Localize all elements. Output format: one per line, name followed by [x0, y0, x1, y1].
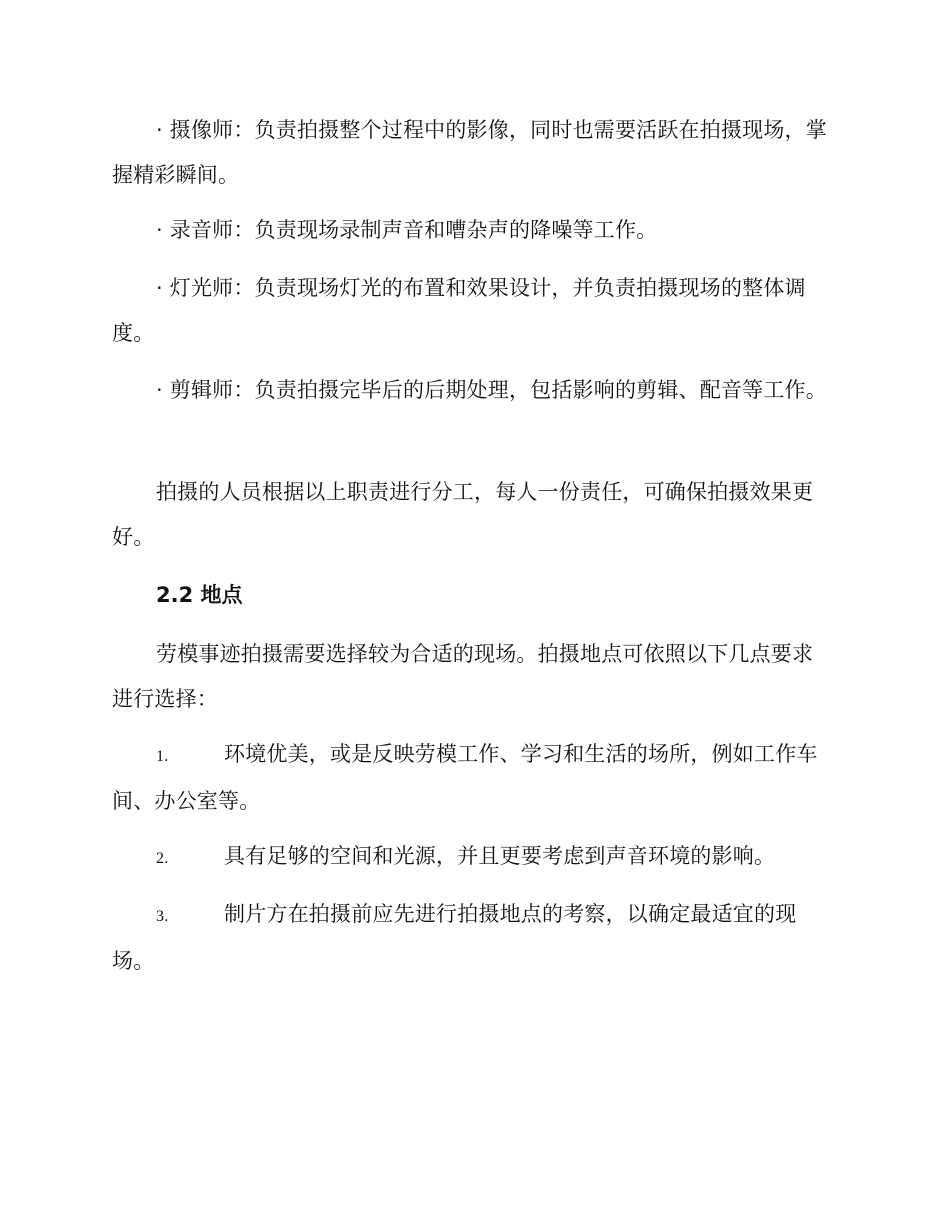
list-number: 1. [156, 748, 169, 765]
role-sound-engineer: · 录音师：负责现场录制声音和嘈杂声的降噪等工作。 [156, 218, 658, 242]
requirement-text: 环境优美，或是反映劳模工作、学习和生活的场所，例如工作车间、办公室等。 [112, 742, 818, 813]
requirement-item-1 [112, 732, 834, 824]
requirement-text: 具有足够的空间和光源，并且更要考虑到声音环境的影响。 [224, 844, 776, 868]
list-number: 2. [156, 850, 169, 867]
section-heading: 2.2 地点 [156, 583, 243, 607]
list-number: 3. [156, 908, 169, 925]
requirement-item-2 [112, 834, 834, 881]
role-cameraman: · 摄像师：负责拍摄整个过程中的影像，同时也需要活跃在拍摄现场，掌握精彩瞬间。 [112, 118, 827, 187]
role-editor: · 剪辑师：负责拍摄完毕后的后期处理，包括影响的剪辑、配音等工作。 [156, 378, 827, 402]
role-lighting-engineer: · 灯光师：负责现场灯光的布置和效果设计，并负责拍摄现场的整体调度。 [112, 276, 806, 345]
section-intro: 劳模事迹拍摄需要选择较为合适的现场。拍摄地点可依照以下几点要求进行选择： [112, 642, 814, 711]
summary-paragraph: 拍摄的人员根据以上职责进行分工，每人一份责任，可确保拍摄效果更好。 [112, 480, 814, 549]
requirement-item-3 [112, 892, 834, 984]
requirement-text: 制片方在拍摄前应先进行拍摄地点的考察，以确定最适宜的现场。 [112, 902, 797, 973]
